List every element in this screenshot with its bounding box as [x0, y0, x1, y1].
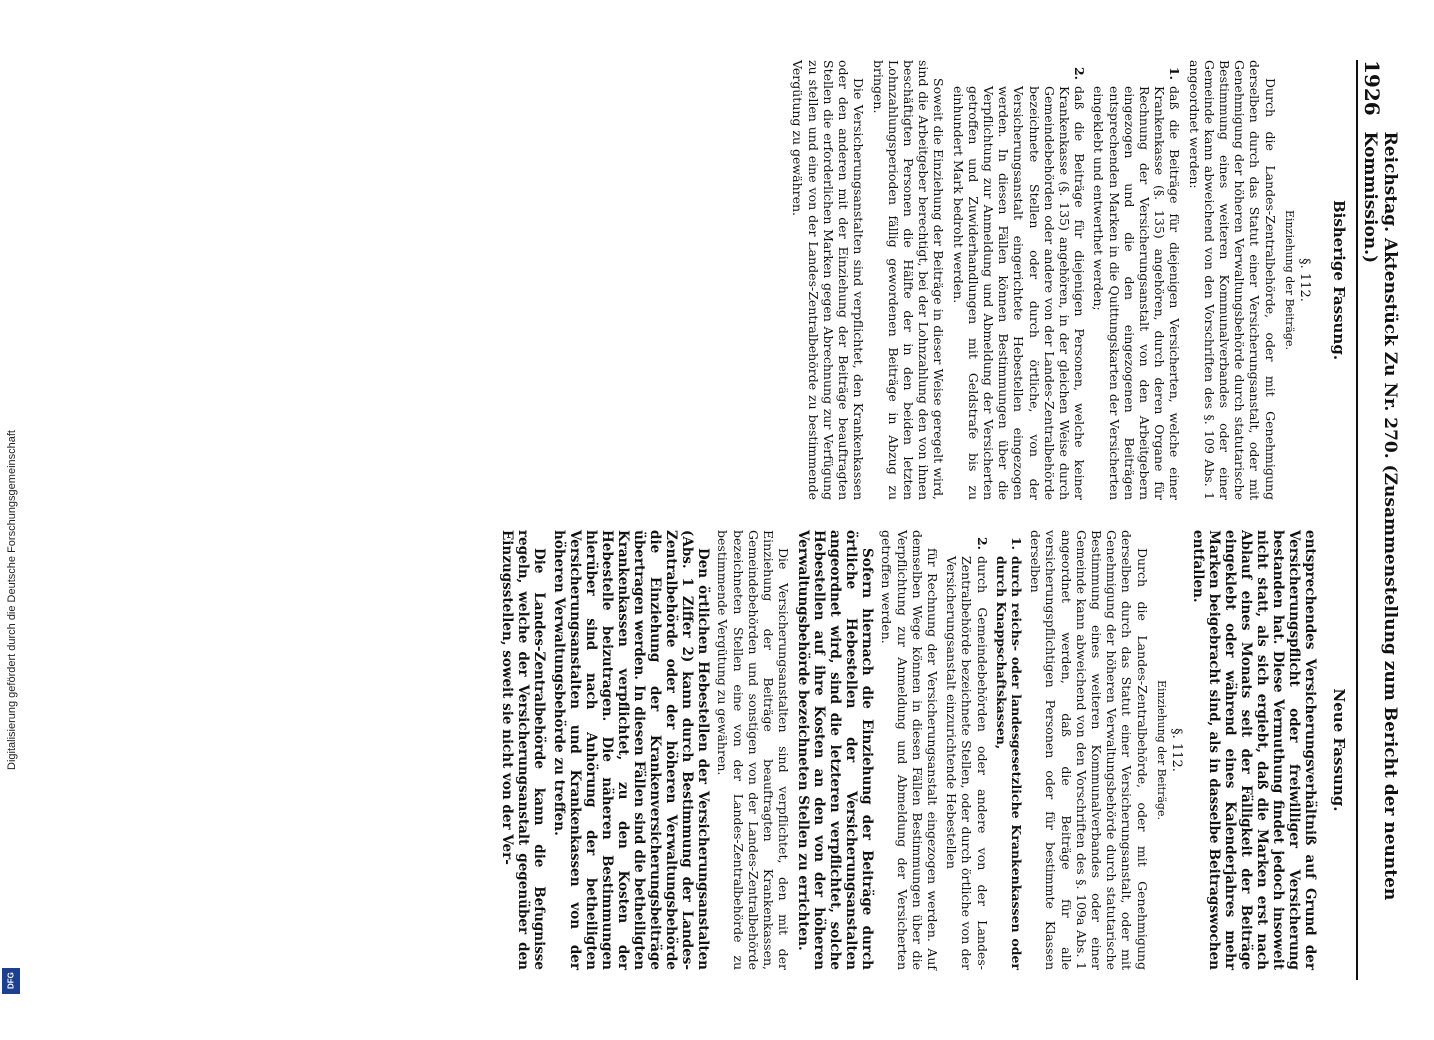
list-item: [944, 530, 990, 970]
section-intro: Durch die Landes-Zentralbehörde, oder mit Genehmigung derselben durch das Statut einer Versicherungsanstalt, oder mit Genehmigung der höheren Verwaltungsbehörde durch statutarische Bestimmung eines weiteren Kommunalverbandes oder einer Gemeinde kann abweichend von den Vorschriften des §. 109a Abs. 1 angeordnet werden, daß die Beiträge für alle versicherungspflichtigen Personen oder für bestimmte Klassen derselben: [1028, 530, 1150, 970]
paragraph: Sofern hiernach die Einziehung der Beiträge durch örtliche Hebestellen der Versicherungsanstalten angeordnet wird, sind die letzteren verpflichtet, solche Hebestellen auf ihre Kosten an den von der höheren Verwaltungsbehörde bezeichneten Stellen zu errichten.: [795, 530, 876, 970]
right-column: [495, 530, 1318, 970]
paragraph: Soweit die Einziehung der Beiträge in dieser Weise geregelt wird, sind die Arbeitgeber berechtigt, bei der Lohnzahlung den von ihnen beschäftigten Personen die Hälfte der in den beiden letzten Lohnzahlungsperioden fällig gewordenen Beiträge in Abzug zu bringen.: [870, 60, 947, 500]
page-year: 1926: [1360, 60, 1384, 116]
list-item-text: durch reichs- oder landesgesetzliche Krankenkassen oder durch Knappschaftskassen,: [993, 556, 1024, 970]
paragraph: für Rechnung der Versicherungsanstalt eingezogen werden. Auf demselben Wege können in diesen Fällen Bestimmungen über die Verpflichtung zur Anmeldung und Abmeldung der Versicherten getroffen werden.: [879, 530, 940, 970]
page-title: Reichstag. Aktenstück Zu Nr. 270. (Zusammenstellung zum Bericht der neunten Kommission.): [1360, 131, 1400, 901]
list-item-number: 1.: [1167, 66, 1183, 80]
section-intro: Durch die Landes-Zentralbehörde, oder mit Genehmigung derselben durch das Statut einer Versicherungsanstalt, oder mit Genehmigung der höheren Verwaltungsbehörde durch statutarische Bestimmung eines weiteren Kommunalverbandes oder einer Gemeinde kann abweichend von den Vorschriften des §. 109 Abs. 1 angeordnet werden:: [1186, 60, 1278, 500]
section-subtitle: Einziehung der Beiträge.: [1154, 680, 1168, 820]
left-column: [786, 60, 1318, 500]
section-number: §. 112.: [1297, 258, 1312, 302]
paragraph: Den örtlichen Hebestellen der Versicherungsanstalten (Abs. 1 Ziffer 2) kann durch Bestimmung der Landes-Zentralbehörde oder der höheren Verwaltungsbehörde die Einziehung der Krankenversicherungsbeiträge übertragen werden. In diesen Fällen sind die betheiligten Krankenkassen verpflichtet, zu den Kosten der Hebestelle beizutragen. Die näheren Bestimmungen hierüber sind nach Anhörung der betheiligten Versicherungsanstalten und Krankenkassen von der höheren Verwaltungsbehörde zu treffen.: [551, 530, 712, 970]
scanned-page: [0, 40, 1400, 1040]
page-header: [1356, 60, 1400, 980]
list-item: [950, 60, 1087, 500]
left-column-heading: Bisherige Fassung.: [1330, 199, 1348, 361]
continued-paragraph: entsprechendes Versicherungsverhältniß auf Grund der Versicherungspflicht oder freiwilliger Versicherung bestanden hat. Diese Vermuthung findet jedoch insoweit nicht statt, als sich ergiebt, daß die Marken erst nach Ablauf eines Monats seit der Fälligkeit der Beiträge eingeklebt oder während eines Kalenderjahres mehr Marken beigebracht sind, als in dasselbe Beitragswochen entfallen.: [1190, 530, 1318, 970]
section-number: §. 112.: [1169, 728, 1184, 772]
list-item-number: 1.: [1008, 536, 1024, 550]
list-item-number: 2.: [1072, 66, 1088, 80]
paragraph: Die Landes-Zentralbehörde kann die Befugnisse regeln, welche der Versicherungsanstalt gegenüber den Einzugsstellen, soweit sie nicht von der Ver-: [499, 530, 548, 970]
list-item-text: durch Gemeindebehörden oder andere von der Landes-Zentralbehörde bezeichnete Stellen, oder durch örtliche von der Versicherungsanstalt einzurichtende Hebestellen: [944, 556, 990, 970]
paragraph: Die Versicherungsanstalten sind verpflichtet, den Krankenkassen oder den anderen mit der Einziehung der Beiträge beauftragten Stellen die erforderlichen Marken gegen Abrechnung zur Verfügung zu stellen und eine von der Landes-Zentralbehörde zu bestimmende Vergütung zu gewähren.: [790, 60, 867, 500]
list-item: [994, 530, 1024, 970]
list-item-number: 2.: [974, 536, 990, 550]
paragraph: Die Versicherungsanstalten sind verpflichtet, den mit der Einziehung der Beiträge beauftragten Krankenkassen, Gemeindebehörden und sonstigen von der Landes-Zentralbehörde bezeichneten Stellen eine von der Landes-Zentralbehörde zu bestimmende Vergütung zu gewähren.: [715, 530, 792, 970]
list-item-text: daß die Beiträge für diejenigen Personen, welche keiner Krankenkasse (§. 135) angehören, in der gleichen Weise durch Gemeindebehörden oder andere von der Landes-Zentralbehörde bezeichnete Stellen oder durch örtliche, von der Versicherungsanstalt eingerichtete Hebestellen eingezogen werden. In diesen Fällen können Bestimmungen über die Verpflichtung zur Anmeldung und Abmeldung der Versicherten getroffen und Zuwiderhandlungen mit Geldstrafe bis zu einhundert Mark bedroht werden.: [950, 86, 1088, 500]
right-column-heading: Neue Fassung.: [1330, 688, 1348, 812]
dfg-logo: DFG: [2, 968, 20, 994]
list-item: [1091, 60, 1182, 500]
section-subtitle: Einziehung der Beiträge.: [1282, 210, 1296, 350]
list-item-text: daß die Beiträge für diejenigen Versicherten, welche einer Krankenkasse (§. 135) angehören, durch deren Organe für Rechnung der Versicherungsanstalt von den Arbeitgebern eingezogen und die den eingezogenen Beiträgen entsprechenden Marken in die Quittungskarten der Versicherten eingeklebt und entwerthet werden;: [1091, 86, 1183, 500]
digitization-credit: Digitalisierung gefördert durch die Deutsche Forschungsgemeinschaft: [6, 430, 18, 770]
